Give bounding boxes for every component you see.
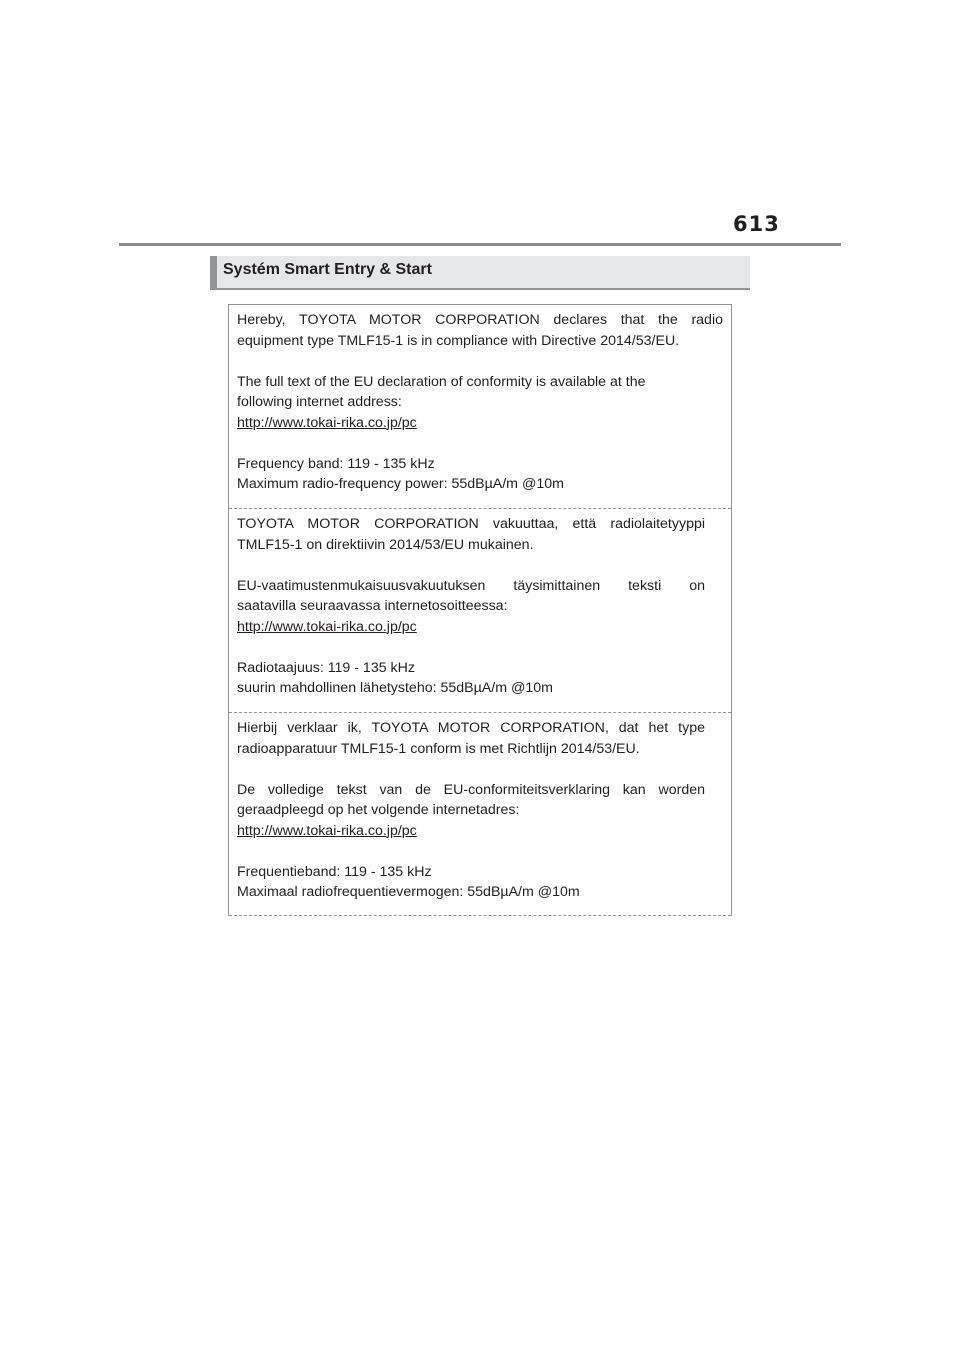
declaration-line: TOYOTA MOTOR CORPORATION vakuuttaa, että radiolaitetyyppi bbox=[237, 516, 705, 532]
declaration-block-dutch bbox=[229, 713, 731, 916]
fulltext-line: EU-vaatimustenmukaisuusvakuutuksen täysimittainen teksti on bbox=[237, 577, 705, 594]
declaration-line: TMLF15-1 on direktiivin 2014/53/EU mukainen. bbox=[237, 536, 534, 553]
declaration-line: equipment type TMLF15-1 is in compliance with Directive 2014/53/EU. bbox=[237, 332, 680, 349]
fulltext-line: saatavilla seuraavassa internetosoitteessa: bbox=[237, 598, 508, 614]
max-power-text: Maximum radio-frequency power: 55dBµA/m @10m bbox=[237, 476, 564, 492]
max-power-text: suurin mahdollinen lähetysteho: 55dBµA/m @10m bbox=[237, 680, 553, 696]
section-heading-underline bbox=[210, 288, 750, 290]
declaration-block-finnish bbox=[229, 509, 731, 713]
header-rule bbox=[119, 243, 841, 246]
declaration-line: Hereby, TOYOTA MOTOR CORPORATION declares that the radio bbox=[237, 312, 723, 328]
conformity-url-link[interactable]: http://www.tokai-rika.co.jp/pc bbox=[237, 822, 417, 839]
frequency-band-text: Frequency band: 119 - 135 kHz bbox=[237, 455, 435, 472]
frequency-band-text: Radiotaajuus: 119 - 135 kHz bbox=[237, 659, 415, 676]
conformity-url-link[interactable]: http://www.tokai-rika.co.jp/pc bbox=[237, 618, 417, 635]
fulltext-line: geraadpleegd op het volgende internetadres: bbox=[237, 802, 520, 818]
section-title: Systém Smart Entry & Start bbox=[223, 261, 432, 278]
page-number: 613 bbox=[733, 212, 780, 236]
fulltext-line: The full text of the EU declaration of conformity is available at the bbox=[237, 373, 646, 390]
section-heading-accent-bar bbox=[210, 256, 217, 288]
fulltext-line: following internet address: bbox=[237, 394, 402, 410]
declaration-line: Hierbij verklaar ik, TOYOTA MOTOR CORPORATION, dat het type bbox=[237, 720, 705, 736]
max-power-text: Maximaal radiofrequentievermogen: 55dBµA/m @10m bbox=[237, 884, 580, 900]
declaration-block-english bbox=[229, 305, 731, 509]
fulltext-line: De volledige tekst van de EU-conformiteitsverklaring kan worden bbox=[237, 781, 705, 798]
declaration-box bbox=[228, 304, 732, 916]
section-heading bbox=[210, 256, 750, 288]
frequency-band-text: Frequentieband: 119 - 135 kHz bbox=[237, 863, 432, 880]
conformity-url-link[interactable]: http://www.tokai-rika.co.jp/pc bbox=[237, 414, 417, 431]
declaration-line: radioapparatuur TMLF15-1 conform is met Richtlijn 2014/53/EU. bbox=[237, 740, 640, 757]
